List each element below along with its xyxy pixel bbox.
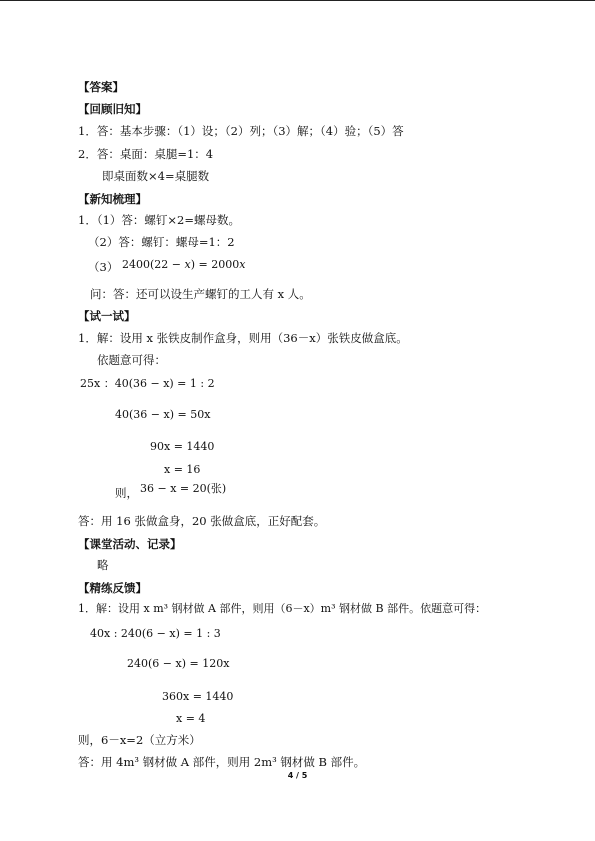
- try-line-1: 1．解：设用 x 张铁皮制作盒身，则用（36－x）张铁皮做盒底。: [78, 331, 408, 345]
- new-line-1: 1．（1）答：螺钉×2=螺母数。: [78, 213, 240, 227]
- try-equation-2: 40(36 − x) = 50x: [115, 408, 211, 421]
- practice-equation-3: 360x = 1440: [162, 690, 234, 703]
- practice-answer: 答：用 4m³ 钢材做 A 部件，则用 2m³ 钢材做 B 部件。: [78, 755, 366, 769]
- practice-line-2: 则，6－x=2（立方米）: [78, 733, 201, 747]
- try-equation-3: 90x = 1440: [150, 440, 215, 453]
- activity-line-1: 略: [97, 558, 109, 572]
- try-equation-5-prefix: 则，: [115, 486, 138, 500]
- new-line-2: （2）答：螺钉：螺母=1：2: [88, 235, 235, 249]
- practice-equation-2: 240(6 − x) = 120x: [127, 657, 230, 670]
- section-practice-heading: 【精练反馈】: [78, 581, 147, 595]
- try-answer: 答：用 16 张做盒身，20 张做盒底，正好配套。: [78, 514, 326, 528]
- try-equation-5: 36 − x = 20(张): [140, 482, 227, 495]
- try-equation-1: 25x ：40(36 − x) = 1 : 2: [80, 377, 215, 390]
- review-line-3: 即桌面数×4=桌腿数: [102, 169, 210, 183]
- new-line-3: [88, 260, 245, 275]
- review-line-2: 2．答：桌面：桌腿=1：4: [78, 147, 214, 161]
- review-line-1: 1．答：基本步骤：（1）设；（2）列；（3）解；（4）验；（5）答: [78, 124, 404, 138]
- practice-equation-4: x = 4: [176, 712, 206, 725]
- section-review-heading: 【回顾旧知】: [78, 102, 147, 116]
- practice-equation-1: 40x : 240(6 − x) = 1 : 3: [90, 627, 221, 640]
- page-top-border: [0, 0, 595, 1]
- section-answer-heading: 【答案】: [78, 80, 124, 94]
- new-line-3-label: （3）: [88, 260, 119, 274]
- new-equation: 2400(22 − x) = 2000x: [121, 258, 246, 271]
- try-line-2: 依题意可得：: [97, 353, 166, 367]
- section-new-heading: 【新知梳理】: [78, 192, 147, 206]
- page-number: 4 / 5: [287, 771, 308, 780]
- practice-line-1: 1．解：设用 x m³ 钢材做 A 部件，则用（6－x）m³ 钢材做 B 部件。依题意可得：: [78, 602, 487, 615]
- try-equation-4: x = 16: [164, 463, 201, 476]
- new-line-4: 问：答：还可以设生产螺钉的工人有 x 人。: [90, 287, 311, 301]
- section-activity-heading: 【课堂活动、记录】: [78, 537, 182, 551]
- section-try-heading: 【试一试】: [78, 309, 136, 323]
